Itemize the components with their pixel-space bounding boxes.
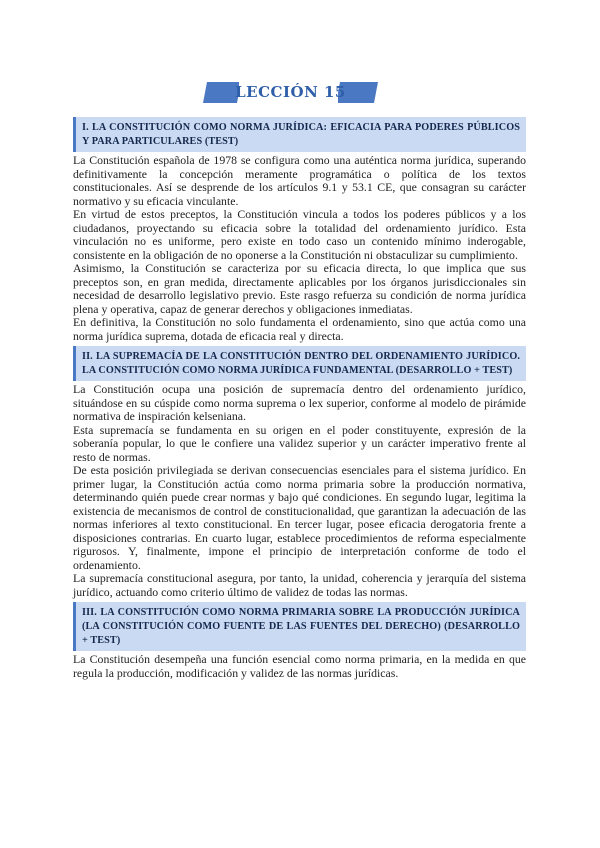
section-2-paragraph: De esta posición privilegiada se derivan consecuencias esenciales para el sistema jurídico. En primer lugar, la Constitución actúa como norma primaria sobre la producción normativa, determinando quién puede crear normas y bajo qué condiciones. En segundo lugar, legitima la existencia de mecanismos de control de constitucionalidad, que garantizan la adecuación de las normas inferiores al texto constitucional. En tercer lugar, posee eficacia derogatoria frente a disposiciones contrarias. En cuarto lugar, establece procedimientos de reforma especialmente rigurosos. Y, finalmente, impone el principio de interpretación conforme de todo el ordenamiento. (73, 463, 526, 572)
section-2-paragraph: La supremacía constitucional asegura, por tanto, la unidad, coherencia y jerarquía del sistema jurídico, actuando como criterio último de validez de todas las normas. (73, 571, 526, 599)
document-body (73, 117, 526, 680)
section-1-paragraph: En definitiva, la Constitución no solo fundamenta el ordenamiento, sino que actúa como una norma jurídica suprema, dotada de eficacia real y directa. (73, 315, 526, 343)
section-heading-1: I. LA CONSTITUCIÓN COMO NORMA JURÍDICA: EFICACIA PARA PODERES PÚBLICOS Y PARA PARTICULARES (TEST) (73, 117, 526, 152)
section-heading-3: III. LA CONSTITUCIÓN COMO NORMA PRIMARIA SOBRE LA PRODUCCIÓN JURÍDICA (LA CONSTITUCIÓN COMO FUENTE DE LAS FUENTES DEL DERECHO) (DESARROLLO + TEST) (73, 602, 526, 651)
section-2-paragraph: La Constitución ocupa una posición de supremacía dentro del ordenamiento jurídico, situándose en su cúspide como norma suprema o lex superior, conforme al modelo de pirámide normativa de inspiración kelseniana. (73, 382, 526, 423)
section-heading-2: II. LA SUPREMACÍA DE LA CONSTITUCIÓN DENTRO DEL ORDENAMIENTO JURÍDICO. LA CONSTITUCIÓN COMO NORMA JURÍDICA FUNDAMENTAL (DESARROLLO + TEST) (73, 346, 526, 381)
section-1-paragraph: La Constitución española de 1978 se configura como una auténtica norma jurídica, superando definitivamente la concepción meramente programática o política de los textos constitucionales. Así se desprende de los artículos 9.1 y 53.1 CE, que consagran su carácter normativo y su eficacia vinculante. (73, 153, 526, 208)
lesson-banner (203, 82, 378, 103)
lesson-title: LECCIÓN 15 (235, 83, 346, 101)
section-1-paragraph: En virtud de estos preceptos, la Constitución vincula a todos los poderes públicos y a los ciudadanos, proyectando su eficacia sobre la totalidad del ordenamiento jurídico. Esta vinculación no es uniforme, pero existe en todo caso un contenido mínimo inderogable, consistente en la obligación de no oponerse a la Constitución ni obstaculizar su cumplimiento. (73, 207, 526, 262)
section-3-paragraph: La Constitución desempeña una función esencial como norma primaria, en la medida en que regula la producción, modificación y validez de las normas jurídicas. (73, 652, 526, 680)
section-2-paragraph: Esta supremacía se fundamenta en su origen en el poder constituyente, expresión de la soberanía popular, lo que le confiere una validez superior y un carácter imperativo frente al resto de normas. (73, 422, 526, 464)
section-1-paragraph: Asimismo, la Constitución se caracteriza por su eficacia directa, lo que implica que sus preceptos son, en gran medida, directamente aplicables por los órganos jurisdiccionales sin necesidad de desarrollo legislativo previo. Este rasgo refuerza su condición de norma jurídica plena y operativa, capaz de generar derechos y obligaciones inmediatas. (73, 261, 526, 316)
